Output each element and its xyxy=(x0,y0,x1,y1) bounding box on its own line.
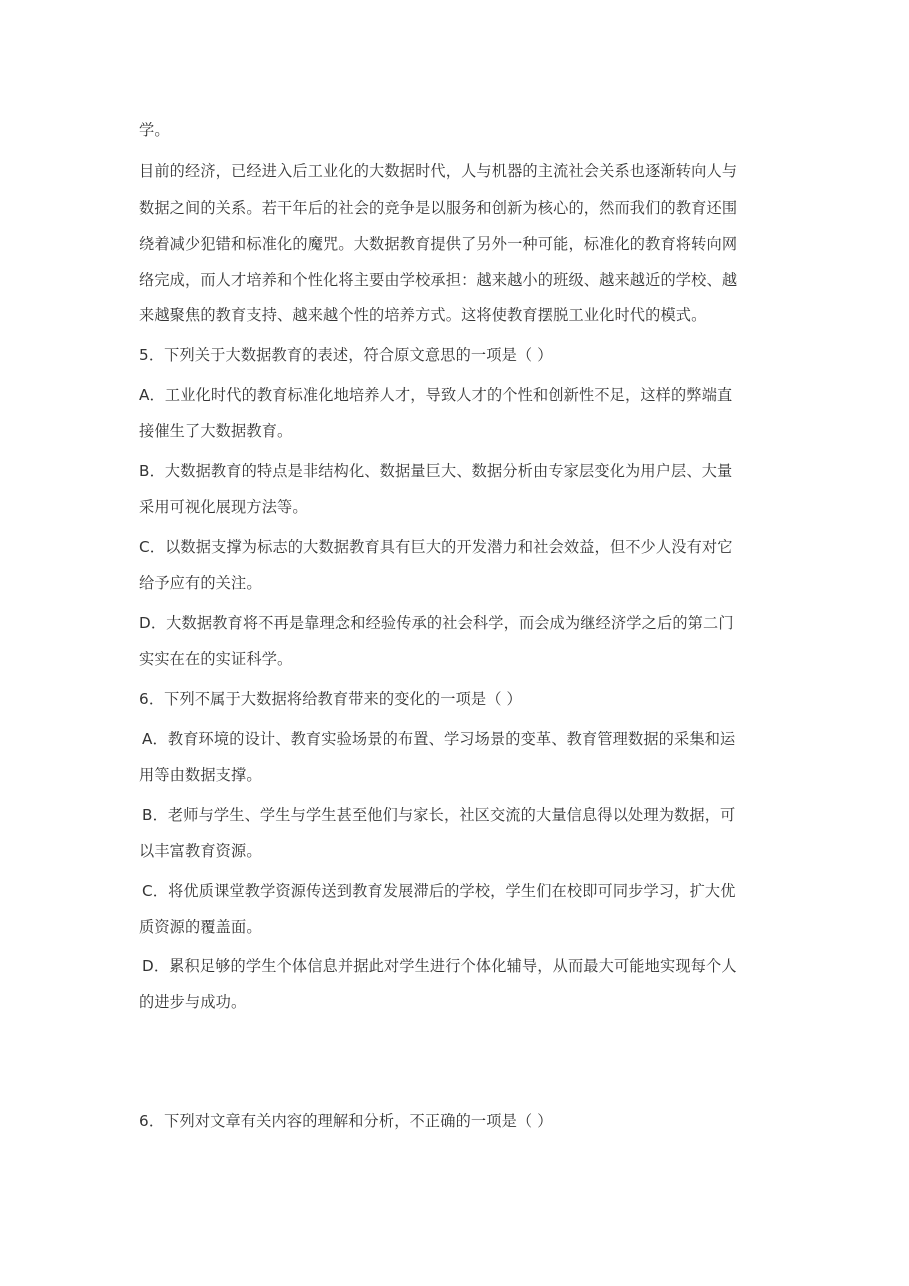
paragraph-tail: 学。 xyxy=(139,121,170,139)
question-6-option-d: D．累积足够的学生个体信息并据此对学生进行个体化辅导，从而最大可能地实现每个人 xyxy=(142,957,737,975)
question-5-option-d-cont: 实实在在的实证科学。 xyxy=(139,650,293,668)
paragraph-line: 数据之间的关系。若干年后的社会的竞争是以服务和创新为核心的，然而我们的教育还围 xyxy=(139,199,738,217)
question-5-option-a-cont: 接催生了大数据教育。 xyxy=(139,422,293,440)
question-6-option-a-cont: 用等由数据支撑。 xyxy=(139,766,262,784)
question-6-option-d-cont: 的进步与成功。 xyxy=(139,993,247,1011)
question-5-option-c-cont: 给予应有的关注。 xyxy=(139,574,262,592)
question-6-option-c: C．将优质课堂教学资源传送到教育发展滞后的学校，学生们在校即可同步学习，扩大优 xyxy=(142,882,736,900)
question-5-option-b-cont: 采用可视化展现方法等。 xyxy=(139,498,308,516)
question-6b-stem: 6．下列对文章有关内容的理解和分析，不正确的一项是（ ） xyxy=(139,1112,553,1130)
question-6-option-b: B．老师与学生、学生与学生甚至他们与家长，社区交流的大量信息得以处理为数据，可 xyxy=(142,806,736,824)
question-5-option-d: D．大数据教育将不再是靠理念和经验传承的社会科学，而会成为继经济学之后的第二门 xyxy=(139,614,734,632)
question-5-option-a: A．工业化时代的教育标准化地培养人才，导致人才的个性和创新性不足，这样的弊端直 xyxy=(139,386,733,404)
question-6-option-b-cont: 以丰富教育资源。 xyxy=(139,842,262,860)
question-6-option-a: A．教育环境的设计、教育实验场景的布置、学习场景的变革、教育管理数据的采集和运 xyxy=(142,730,736,748)
paragraph-line: 目前的经济，已经进入后工业化的大数据时代，人与机器的主流社会关系也逐渐转向人与 xyxy=(139,162,738,180)
paragraph-line: 来越聚焦的教育支持、越来越个性的培养方式。这将使教育摆脱工业化时代的模式。 xyxy=(139,306,707,324)
question-5-option-c: C．以数据支撑为标志的大数据教育具有巨大的开发潜力和社会效益，但不少人没有对它 xyxy=(139,538,733,556)
paragraph-line: 绕着减少犯错和标准化的魔咒。大数据教育提供了另外一种可能，标准化的教育将转向网 xyxy=(139,235,738,253)
question-5-stem: 5．下列关于大数据教育的表述，符合原文意思的一项是（ ） xyxy=(139,346,553,364)
paragraph-line: 络完成，而人才培养和个性化将主要由学校承担：越来越小的班级、越来越近的学校、越 xyxy=(139,271,738,289)
question-6-option-c-cont: 质资源的覆盖面。 xyxy=(139,918,262,936)
question-6-stem: 6．下列不属于大数据将给教育带来的变化的一项是（ ） xyxy=(139,690,522,708)
question-5-option-b: B．大数据教育的特点是非结构化、数据量巨大、数据分析由专家层变化为用户层、大量 xyxy=(139,462,733,480)
